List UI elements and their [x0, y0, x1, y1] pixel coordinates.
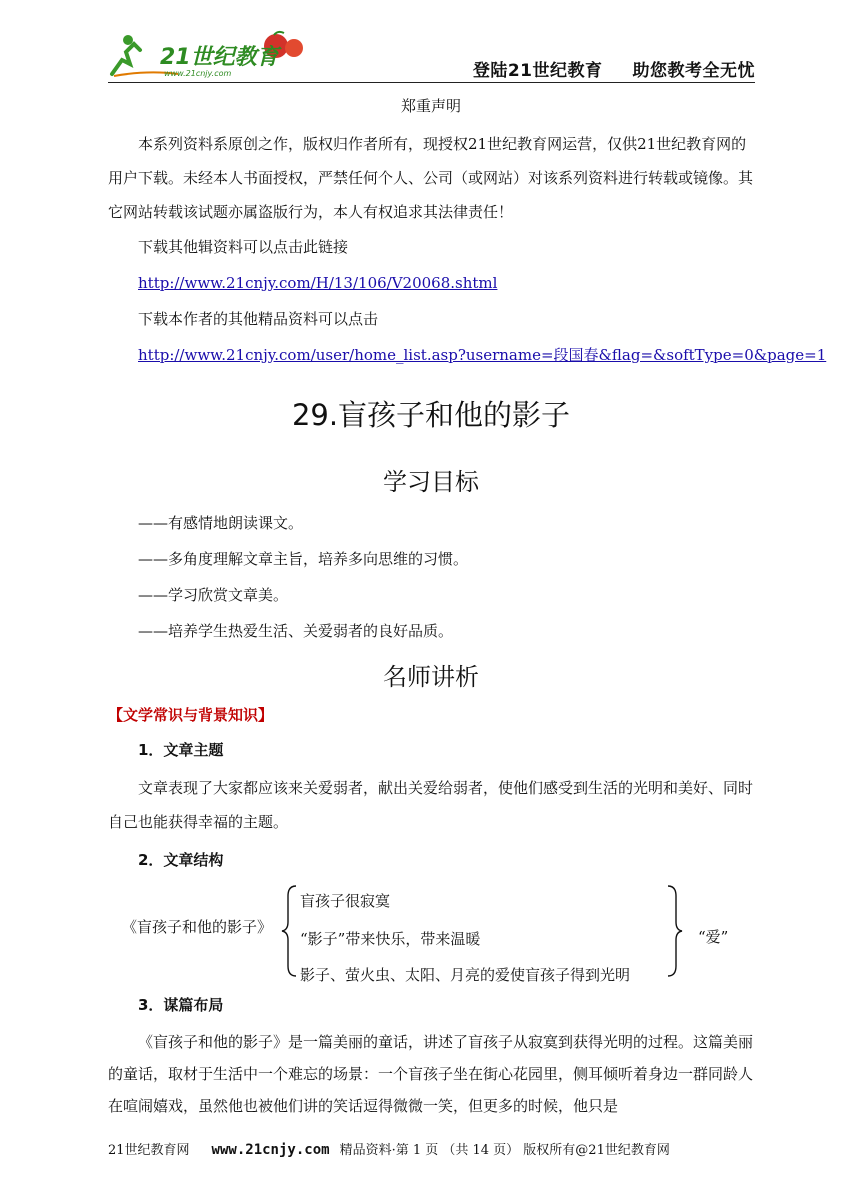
- header-slogan: [443, 56, 755, 81]
- logo: [108, 30, 304, 80]
- slogan-right: 助您教考全无忧: [632, 61, 755, 81]
- logo-url: www.21cnjy.com: [164, 69, 232, 78]
- knowledge-heading: 【文学常识与背景知识】: [108, 706, 274, 724]
- goal-item: ——有感情地朗读课文。: [138, 514, 304, 532]
- goals-list: [108, 505, 754, 649]
- theme-section: [108, 771, 754, 839]
- slogan-left: 登陆21世纪教育: [472, 61, 603, 81]
- structure-item: 影子、萤火虫、太阳、月亮的爱使盲孩子得到光明: [300, 966, 631, 984]
- footer-org: 21世纪教育网: [108, 1143, 190, 1158]
- theme-text: 文章表现了大家都应该来关爱弱者，献出关爱给弱者，使他们感受到生活的光明和美好、同时自己也能获得幸福的主题。: [108, 779, 754, 831]
- goal-item: ——学习欣赏文章美。: [138, 586, 289, 604]
- structure-heading: 2．文章结构: [138, 851, 224, 869]
- left-brace: [280, 884, 300, 978]
- goals-heading: 学习目标: [383, 468, 479, 496]
- layout-heading: 3．谋篇布局: [138, 996, 224, 1014]
- notice-link-b-row: [108, 337, 827, 373]
- right-brace: [664, 884, 684, 978]
- logo-text: 21世纪教育: [160, 45, 279, 70]
- footer-site: www.21cnjy.com: [211, 1142, 330, 1158]
- logo-graphic: [108, 30, 304, 80]
- structure-right-label: “爱”: [698, 928, 729, 946]
- header-divider: [108, 82, 755, 83]
- structure-item: “影子”带来快乐，带来温暖: [300, 930, 481, 948]
- notice-link-a-row: [108, 265, 754, 301]
- structure-left-label: 《盲孩子和他的影子》: [122, 918, 273, 936]
- layout-section: [108, 1026, 754, 1122]
- notice-section: [108, 127, 827, 373]
- theme-heading: 1．文章主题: [138, 741, 224, 759]
- page-footer: [108, 1139, 670, 1158]
- goal-item: ——多角度理解文章主旨，培养多向思维的习惯。: [138, 550, 469, 568]
- lesson-title: 29.盲孩子和他的影子: [291, 398, 571, 432]
- notice-paragraph: 本系列资料系原创之作，版权归作者所有，现授权21世纪教育网运营，仅供21世纪教育网的用户下载。未经本人书面授权，严禁任何个人、公司（或网站）对该系列资料进行转载或镜像。其它网站转载该试题亦属盗版行为，本人有权追求其法律责任！: [108, 135, 754, 221]
- footer-info: 精品资料·第 1 页 （共 14 页） 版权所有@21世纪教育网: [339, 1143, 670, 1158]
- goal-item: ——培养学生热爱生活、关爱弱者的良好品质。: [138, 622, 454, 640]
- analysis-heading: 名师讲析: [383, 663, 479, 691]
- structure-diagram: [108, 880, 754, 984]
- notice-line-a: 下载其他辑资料可以点击此链接: [138, 238, 349, 256]
- notice-line-b: 下载本作者的其他精品资料可以点击: [138, 310, 379, 328]
- layout-text: 《盲孩子和他的影子》是一篇美丽的童话，讲述了盲孩子从寂寞到获得光明的过程。这篇美丽的童话，取材于生活中一个难忘的场景：一个盲孩子坐在街心花园里，侧耳倾听着身边一群同龄人在喧闹嬉戏，虽然他也被他们讲的笑话逗得微微一笑，但更多的时候，他只是: [108, 1033, 754, 1115]
- download-link-a[interactable]: http://www.21cnjy.com/H/13/106/V20068.shtml: [138, 274, 498, 292]
- notice-title: 郑重声明: [400, 97, 461, 115]
- structure-item: 盲孩子很寂寞: [300, 892, 391, 910]
- download-link-b[interactable]: http://www.21cnjy.com/user/home_list.asp?username=段国春&flag=&softType=0&page=1: [138, 346, 827, 364]
